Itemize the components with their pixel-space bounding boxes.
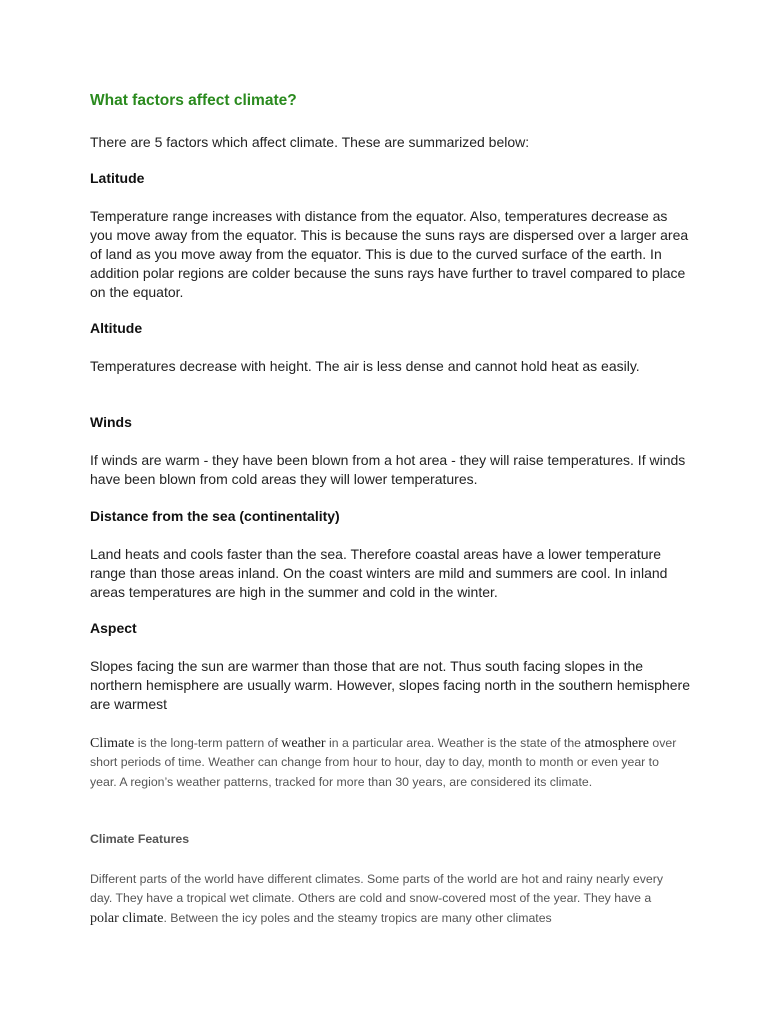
climate-definition-paragraph: Climate is the long-term pattern of weather in a particular area. Weather is the state of the atmosphere over short periods of time. Weather can change from hour to hour, day to day, month to month or even year to year. A region’s weather patterns, tracked for more than 30 years, are considered its climate.: [90, 736, 677, 789]
term-weather: weather: [281, 736, 326, 751]
paragraph-latitude: Temperature range increases with distance from the equator. Also, temperatures decrease as you move away from the equator. This is because the suns rays are dispersed over a larger area of land as you move away from the equator. This is due to the curved surface of the earth. In addition polar regions are colder because the suns rays have further to travel compared to place on the equator.: [90, 208, 689, 300]
paragraph-altitude: Temperatures decrease with height. The air is less dense and cannot hold heat as easily.: [90, 358, 640, 374]
paragraph-winds: If winds are warm - they have been blown from a hot area - they will raise temperatures. If winds have been blown from cold areas they will lower temperatures.: [90, 452, 686, 487]
term-atmosphere: atmosphere: [584, 736, 649, 751]
heading-latitude: Latitude: [90, 170, 145, 186]
heading-distance-from-sea: Distance from the sea (continentality): [90, 508, 340, 524]
heading-aspect: Aspect: [90, 620, 137, 636]
climate-features-paragraph: Different parts of the world have different climates. Some parts of the world are hot and rainy nearly every day. They have a tropical wet climate. Others are cold and snow-covered most of the year. They have a polar climate. Between the icy poles and the steamy tropics are many other climates: [90, 872, 664, 926]
paragraph-distance-from-sea: Land heats and cools faster than the sea. Therefore coastal areas have a lower temperature range than those areas inland. On the coast winters are mild and summers are cool. In inland areas temperatures are high in the summer and cold in the winter.: [90, 546, 668, 600]
heading-winds: Winds: [90, 414, 132, 430]
heading-altitude: Altitude: [90, 320, 143, 336]
heading-climate-features: Climate Features: [90, 832, 190, 846]
page-title: What factors affect climate?: [90, 92, 297, 109]
term-polar-climate: polar climate: [90, 910, 164, 926]
term-climate: Climate: [90, 736, 135, 751]
paragraph-aspect: Slopes facing the sun are warmer than those that are not. Thus south facing slopes in the northern hemisphere are usually warm. However, slopes facing north in the southern hemisphere are warmest: [90, 658, 690, 712]
intro-paragraph: There are 5 factors which affect climate. These are summarized below:: [90, 134, 530, 150]
